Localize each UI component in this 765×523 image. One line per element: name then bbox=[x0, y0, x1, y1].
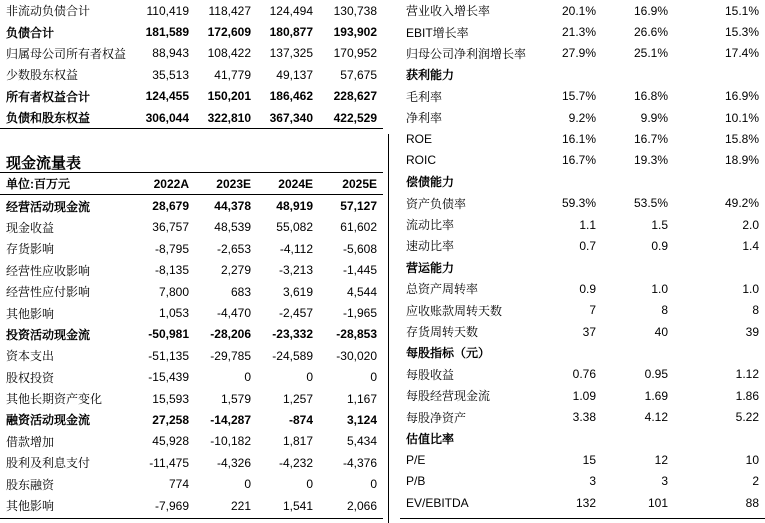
cell-value: 16.9% bbox=[633, 3, 668, 18]
cell-value: 9.2% bbox=[568, 110, 596, 125]
cell-value: -15,439 bbox=[148, 370, 189, 385]
cell-value: 55,082 bbox=[276, 220, 313, 235]
cell-value bbox=[550, 342, 602, 363]
cell-value: 3,619 bbox=[282, 284, 313, 299]
table-row bbox=[0, 367, 383, 388]
ratio-table bbox=[400, 0, 765, 513]
cell-value: 37 bbox=[582, 324, 596, 339]
cell-value bbox=[674, 257, 765, 278]
cell-value: -28,206 bbox=[210, 327, 251, 342]
cell-value: -28,853 bbox=[336, 327, 377, 342]
table-row bbox=[400, 86, 765, 107]
row-label: 现金收益 bbox=[6, 220, 55, 235]
table-row bbox=[0, 281, 383, 302]
cell-value: 124,494 bbox=[269, 3, 313, 18]
table-row bbox=[0, 495, 383, 516]
cell-value: -24,589 bbox=[272, 348, 313, 363]
cell-value: 7,800 bbox=[158, 284, 189, 299]
row-label: 营业收入增长率 bbox=[406, 4, 491, 19]
cell-value: 0 bbox=[306, 370, 313, 385]
cell-value: 3,124 bbox=[346, 412, 377, 427]
cell-value bbox=[550, 257, 602, 278]
cell-value: 25.1% bbox=[633, 46, 668, 61]
row-label: 其他影响 bbox=[6, 499, 55, 514]
cell-value: 1.0 bbox=[651, 281, 668, 296]
cash-flow-table bbox=[0, 172, 383, 516]
row-label: 净利率 bbox=[406, 111, 443, 126]
cell-value: 16.8% bbox=[633, 89, 668, 104]
cell-value: 59.3% bbox=[561, 196, 596, 211]
table-row bbox=[400, 0, 765, 21]
unit-label: 单位:百万元 bbox=[0, 173, 133, 195]
cell-value: 1,167 bbox=[346, 391, 377, 406]
row-label: 归属母公司所有者权益 bbox=[6, 46, 127, 61]
cell-value: 1.4 bbox=[742, 238, 759, 253]
cell-value: 15.1% bbox=[724, 3, 759, 18]
table-row bbox=[0, 388, 383, 409]
cell-value: 27,258 bbox=[152, 412, 189, 427]
cell-value: 101 bbox=[647, 495, 668, 510]
cell-value: 132 bbox=[575, 495, 596, 510]
cell-value: 118,427 bbox=[208, 3, 251, 18]
cell-value: -1,965 bbox=[342, 306, 377, 321]
cell-value: 88,943 bbox=[152, 46, 189, 61]
cell-value: 1.09 bbox=[572, 388, 596, 403]
cell-value: 110,419 bbox=[146, 3, 189, 18]
table-row bbox=[400, 43, 765, 64]
table-row bbox=[400, 107, 765, 128]
cell-value bbox=[602, 257, 674, 278]
cell-value: 0 bbox=[244, 370, 251, 385]
cell-value bbox=[550, 428, 602, 449]
cell-value: 16.9% bbox=[724, 89, 759, 104]
cell-value: 15.3% bbox=[724, 25, 759, 40]
cell-value: 1.86 bbox=[735, 388, 759, 403]
table-row bbox=[0, 238, 383, 259]
cell-value: -4,470 bbox=[216, 306, 251, 321]
row-label: 少数股东权益 bbox=[6, 68, 79, 83]
cell-value: 306,044 bbox=[133, 107, 195, 129]
table-row bbox=[400, 385, 765, 406]
cell-value: 130,738 bbox=[333, 3, 377, 18]
table-row bbox=[0, 324, 383, 345]
cell-value: -8,135 bbox=[154, 263, 189, 278]
cell-value: 137,325 bbox=[269, 46, 313, 61]
cell-value bbox=[602, 64, 674, 85]
cell-value: 4.12 bbox=[644, 410, 668, 425]
cell-value: 16.7% bbox=[561, 153, 596, 168]
cell-value: -3,213 bbox=[278, 263, 313, 278]
cell-value: 322,810 bbox=[195, 107, 257, 129]
table-row bbox=[400, 235, 765, 256]
cell-value: 16.7% bbox=[633, 132, 668, 147]
row-label: 归母公司净利润增长率 bbox=[406, 46, 527, 61]
cell-value: 53.5% bbox=[633, 196, 668, 211]
row-label: 每股指标（元） bbox=[406, 346, 491, 361]
cell-value bbox=[674, 64, 765, 85]
cell-value bbox=[674, 342, 765, 363]
column-divider bbox=[388, 134, 389, 523]
table-row bbox=[400, 449, 765, 470]
cell-value: 27.9% bbox=[561, 46, 596, 61]
row-label: EBIT增长率 bbox=[406, 25, 469, 40]
year-header: 2025E bbox=[319, 173, 383, 195]
cell-value: 48,539 bbox=[214, 220, 251, 235]
cell-value: 3.38 bbox=[572, 410, 596, 425]
cash-flow-header-row bbox=[0, 173, 383, 195]
row-label: 每股经营现金流 bbox=[406, 389, 491, 404]
table-row bbox=[400, 128, 765, 149]
table-row bbox=[0, 0, 383, 21]
cell-value: 0.76 bbox=[572, 367, 596, 382]
row-label: 存货影响 bbox=[6, 242, 55, 257]
cell-value: 228,627 bbox=[333, 89, 377, 104]
table-row bbox=[400, 193, 765, 214]
table-row bbox=[400, 321, 765, 342]
cell-value: 150,201 bbox=[207, 89, 251, 104]
cell-value: 88 bbox=[745, 495, 759, 510]
row-label: 流动比率 bbox=[406, 218, 455, 233]
cell-value: 0.7 bbox=[579, 238, 596, 253]
row-label: 融资活动现金流 bbox=[6, 413, 91, 428]
cell-value: 48,919 bbox=[276, 199, 313, 214]
left-bottom-rule bbox=[0, 518, 383, 519]
cell-value: -5,608 bbox=[342, 241, 377, 256]
cell-value: 1,257 bbox=[282, 391, 313, 406]
cell-value: 1.1 bbox=[579, 217, 596, 232]
cell-value: -29,785 bbox=[210, 348, 251, 363]
row-label: 偿债能力 bbox=[406, 175, 455, 190]
table-row bbox=[400, 21, 765, 42]
cell-value: 5.22 bbox=[735, 410, 759, 425]
cell-value: 57,675 bbox=[340, 67, 377, 82]
cell-value: 19.3% bbox=[633, 153, 668, 168]
cell-value: 35,513 bbox=[152, 67, 189, 82]
table-row bbox=[0, 21, 383, 42]
cell-value: -8,795 bbox=[154, 241, 189, 256]
cell-value: 3 bbox=[589, 474, 596, 489]
cell-value: 186,462 bbox=[269, 89, 313, 104]
table-row bbox=[400, 471, 765, 492]
cell-value: 1.5 bbox=[651, 217, 668, 232]
cell-value: 26.6% bbox=[633, 25, 668, 40]
row-label: 营运能力 bbox=[406, 260, 455, 275]
cell-value: -50,981 bbox=[148, 327, 189, 342]
cell-value: -2,653 bbox=[216, 241, 251, 256]
cell-value: 0 bbox=[370, 477, 377, 492]
cell-value bbox=[550, 171, 602, 192]
cell-value: 9.9% bbox=[640, 110, 668, 125]
table-row bbox=[0, 431, 383, 452]
cell-value: 15.7% bbox=[561, 89, 596, 104]
cell-value: 44,378 bbox=[214, 199, 251, 214]
table-row bbox=[0, 409, 383, 430]
year-header: 2024E bbox=[257, 173, 319, 195]
cell-value: 1,579 bbox=[220, 391, 251, 406]
cell-value: 774 bbox=[168, 477, 189, 492]
cell-value bbox=[550, 64, 602, 85]
row-label: 非流动负债合计 bbox=[6, 4, 91, 19]
cell-value: -1,445 bbox=[342, 263, 377, 278]
cell-value: -14,287 bbox=[210, 412, 251, 427]
right-bottom-rule bbox=[400, 518, 765, 519]
row-label: 获利能力 bbox=[406, 68, 455, 83]
cell-value: 0.9 bbox=[579, 281, 596, 296]
table-row bbox=[0, 107, 383, 129]
cell-value: 193,902 bbox=[333, 25, 377, 40]
cell-value bbox=[602, 428, 674, 449]
cell-value: 683 bbox=[230, 284, 251, 299]
cell-value: 10.1% bbox=[724, 110, 759, 125]
table-row bbox=[400, 406, 765, 427]
row-label: 负债合计 bbox=[6, 25, 55, 40]
balance-sheet-body bbox=[0, 0, 383, 129]
cell-value: 4,544 bbox=[346, 284, 377, 299]
row-label: 应收账款周转天数 bbox=[406, 303, 503, 318]
cell-value: 170,952 bbox=[333, 46, 377, 61]
cell-value: 36,757 bbox=[152, 220, 189, 235]
cell-value: 172,609 bbox=[207, 25, 251, 40]
cell-value: -874 bbox=[288, 412, 313, 427]
cell-value: -4,326 bbox=[216, 455, 251, 470]
year-header: 2023E bbox=[195, 173, 257, 195]
row-label: 经营性应付影响 bbox=[6, 285, 91, 300]
cell-value: 1.69 bbox=[644, 388, 668, 403]
table-row bbox=[400, 342, 765, 363]
cell-value: 15,593 bbox=[152, 391, 189, 406]
cell-value: 2,279 bbox=[220, 263, 251, 278]
cell-value: -30,020 bbox=[336, 348, 377, 363]
cell-value: 61,602 bbox=[340, 220, 377, 235]
table-row bbox=[0, 473, 383, 494]
cell-value: 124,455 bbox=[145, 89, 189, 104]
cell-value: 40 bbox=[654, 324, 668, 339]
row-label: 速动比率 bbox=[406, 239, 455, 254]
table-row bbox=[400, 214, 765, 235]
table-row bbox=[0, 43, 383, 64]
row-label: 存货周转天数 bbox=[406, 325, 479, 340]
cell-value: 1.12 bbox=[735, 367, 759, 382]
cell-value bbox=[602, 342, 674, 363]
row-label: P/E bbox=[406, 452, 426, 467]
cash-flow-title: 现金流量表 bbox=[6, 154, 82, 172]
table-row bbox=[0, 302, 383, 323]
table-row bbox=[0, 86, 383, 107]
cell-value: 1,053 bbox=[158, 306, 189, 321]
cell-value: -51,135 bbox=[148, 348, 189, 363]
cell-value bbox=[602, 171, 674, 192]
table-row bbox=[400, 299, 765, 320]
cell-value: -2,457 bbox=[278, 306, 313, 321]
row-label: 总资产周转率 bbox=[406, 282, 479, 297]
row-label: 每股收益 bbox=[406, 367, 455, 382]
table-row bbox=[400, 492, 765, 513]
row-label: 资产负债率 bbox=[406, 196, 467, 211]
cell-value: 7 bbox=[589, 303, 596, 318]
cell-value: 49.2% bbox=[724, 196, 759, 211]
row-label: 股权投资 bbox=[6, 370, 55, 385]
cell-value: 367,340 bbox=[257, 107, 319, 129]
cell-value: 8 bbox=[661, 303, 668, 318]
row-label: ROE bbox=[406, 132, 433, 147]
cell-value: 0.9 bbox=[651, 238, 668, 253]
ratio-body bbox=[400, 0, 765, 513]
cell-value bbox=[674, 171, 765, 192]
cell-value: 0 bbox=[244, 477, 251, 492]
table-row bbox=[0, 260, 383, 281]
balance-sheet-table bbox=[0, 0, 383, 129]
cell-value: 41,779 bbox=[214, 67, 251, 82]
row-label: 借款增加 bbox=[6, 434, 55, 449]
row-label: 股东融资 bbox=[6, 477, 55, 492]
cell-value: 49,137 bbox=[276, 67, 313, 82]
table-row bbox=[0, 195, 383, 217]
cell-value: 2,066 bbox=[346, 498, 377, 513]
row-label: 所有者权益合计 bbox=[6, 89, 91, 104]
table-row bbox=[0, 452, 383, 473]
cell-value: -4,112 bbox=[279, 241, 313, 256]
row-label: EV/EBITDA bbox=[406, 495, 469, 510]
cell-value: -11,475 bbox=[149, 455, 189, 470]
table-row bbox=[400, 428, 765, 449]
table-row bbox=[400, 171, 765, 192]
cell-value: 422,529 bbox=[319, 107, 383, 129]
cell-value: 15 bbox=[582, 452, 596, 467]
row-label: 每股净资产 bbox=[406, 410, 467, 425]
cell-value: 39 bbox=[745, 324, 759, 339]
cell-value: 45,928 bbox=[152, 434, 189, 449]
table-row bbox=[0, 64, 383, 85]
cell-value: 18.9% bbox=[724, 153, 759, 168]
row-label: 其他长期资产变化 bbox=[6, 392, 103, 407]
cell-value: -23,332 bbox=[272, 327, 313, 342]
cell-value: 221 bbox=[230, 498, 251, 513]
table-row bbox=[400, 150, 765, 171]
cell-value: 1.0 bbox=[742, 281, 759, 296]
cell-value: 10 bbox=[745, 452, 759, 467]
cell-value: 57,127 bbox=[340, 199, 377, 214]
cell-value bbox=[674, 428, 765, 449]
row-label: ROIC bbox=[406, 153, 436, 168]
cell-value: 0 bbox=[370, 370, 377, 385]
cell-value: 2.0 bbox=[742, 217, 759, 232]
cell-value: 3 bbox=[661, 474, 668, 489]
cell-value: 0 bbox=[306, 477, 313, 492]
cell-value: 181,589 bbox=[145, 25, 189, 40]
table-row bbox=[400, 278, 765, 299]
cell-value: 0.95 bbox=[644, 367, 668, 382]
cash-flow-body bbox=[0, 195, 383, 516]
cell-value: -10,182 bbox=[210, 434, 251, 449]
row-label: 估值比率 bbox=[406, 432, 455, 446]
cell-value: 17.4% bbox=[724, 46, 759, 61]
table-row bbox=[0, 345, 383, 366]
row-label: 经营性应收影响 bbox=[6, 263, 91, 278]
table-row bbox=[400, 64, 765, 85]
cell-value: 5,434 bbox=[346, 434, 377, 449]
cell-value: 108,422 bbox=[207, 46, 251, 61]
cell-value: 16.1% bbox=[561, 132, 596, 147]
cell-value: 8 bbox=[752, 303, 759, 318]
table-row bbox=[400, 257, 765, 278]
row-label: 其他影响 bbox=[6, 306, 55, 321]
table-row bbox=[0, 217, 383, 238]
row-label: 经营活动现金流 bbox=[6, 199, 91, 214]
cell-value: 180,877 bbox=[269, 25, 313, 40]
cell-value: 1,541 bbox=[282, 498, 313, 513]
row-label: P/B bbox=[406, 474, 426, 489]
row-label: 资本支出 bbox=[6, 349, 55, 364]
cell-value: 20.1% bbox=[561, 3, 596, 18]
row-label: 毛利率 bbox=[406, 89, 443, 104]
row-label: 负债和股东权益 bbox=[0, 107, 133, 129]
cell-value: -4,376 bbox=[342, 455, 377, 470]
cell-value: 2 bbox=[752, 474, 759, 489]
cell-value: 21.3% bbox=[561, 25, 596, 40]
cell-value: -4,232 bbox=[278, 455, 313, 470]
year-header: 2022A bbox=[133, 173, 195, 195]
row-label: 股利及利息支付 bbox=[6, 456, 91, 471]
table-row bbox=[400, 364, 765, 385]
cell-value: 1,817 bbox=[282, 434, 313, 449]
cell-value: -7,969 bbox=[154, 498, 189, 513]
row-label: 投资活动现金流 bbox=[6, 327, 91, 342]
cell-value: 28,679 bbox=[152, 199, 189, 214]
cell-value: 15.8% bbox=[724, 132, 759, 147]
cell-value: 12 bbox=[654, 452, 668, 467]
